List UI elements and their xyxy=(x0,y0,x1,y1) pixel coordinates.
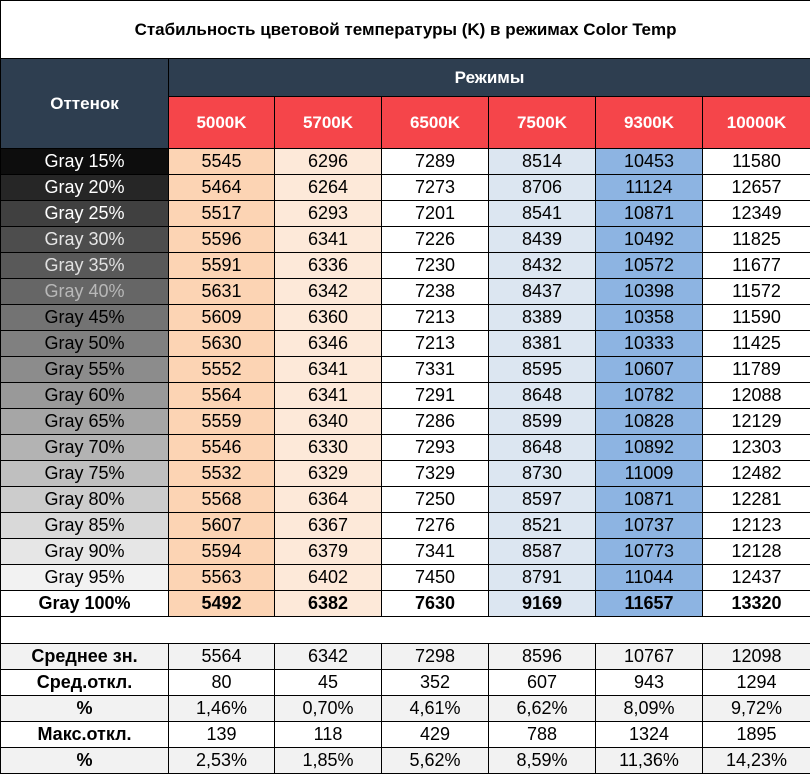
table-cell: 8791 xyxy=(489,565,596,591)
stats-cell: 429 xyxy=(382,722,489,748)
table-cell: 13320 xyxy=(703,591,810,617)
table-cell: 5517 xyxy=(169,201,275,227)
stats-label: Среднее зн. xyxy=(1,644,169,670)
table-cell: 5545 xyxy=(169,149,275,175)
table-row xyxy=(1,175,810,201)
table-cell: 6402 xyxy=(275,565,382,591)
table-cell: 6364 xyxy=(275,487,382,513)
table-cell: 6367 xyxy=(275,513,382,539)
table-cell: 7331 xyxy=(382,357,489,383)
stats-cell: 80 xyxy=(169,670,275,696)
stats-cell: 4,61% xyxy=(382,696,489,722)
stats-cell: 607 xyxy=(489,670,596,696)
row-label: Gray 45% xyxy=(1,305,169,331)
table-cell: 6293 xyxy=(275,201,382,227)
table-cell: 10737 xyxy=(596,513,703,539)
table-cell: 7450 xyxy=(382,565,489,591)
mode-header-1: 5700K xyxy=(275,97,382,149)
table-cell: 6360 xyxy=(275,305,382,331)
table-cell: 5546 xyxy=(169,435,275,461)
mode-header-3: 7500K xyxy=(489,97,596,149)
table-cell: 11580 xyxy=(703,149,810,175)
table-cell: 10492 xyxy=(596,227,703,253)
row-label: Gray 40% xyxy=(1,279,169,305)
table-cell: 12482 xyxy=(703,461,810,487)
table-row xyxy=(1,149,810,175)
mode-header-0: 5000K xyxy=(169,97,275,149)
stats-label: % xyxy=(1,696,169,722)
table-row xyxy=(1,357,810,383)
table-cell: 6336 xyxy=(275,253,382,279)
modes-header: Режимы xyxy=(169,59,810,97)
table-cell: 12437 xyxy=(703,565,810,591)
table-cell: 5591 xyxy=(169,253,275,279)
table-cell: 6264 xyxy=(275,175,382,201)
table-cell: 7286 xyxy=(382,409,489,435)
table-row xyxy=(1,227,810,253)
row-label: Gray 55% xyxy=(1,357,169,383)
table-cell: 5552 xyxy=(169,357,275,383)
table-cell: 5464 xyxy=(169,175,275,201)
table-cell: 7273 xyxy=(382,175,489,201)
table-cell: 6342 xyxy=(275,279,382,305)
table-cell: 8648 xyxy=(489,435,596,461)
table-cell: 5607 xyxy=(169,513,275,539)
table-row xyxy=(1,565,810,591)
table-cell: 6296 xyxy=(275,149,382,175)
stats-cell: 9,72% xyxy=(703,696,810,722)
table-cell: 5596 xyxy=(169,227,275,253)
table-cell: 10782 xyxy=(596,383,703,409)
table-cell: 11825 xyxy=(703,227,810,253)
table-cell: 5568 xyxy=(169,487,275,513)
stats-cell: 8,09% xyxy=(596,696,703,722)
table-row xyxy=(1,201,810,227)
table-cell: 6341 xyxy=(275,227,382,253)
table-cell: 8730 xyxy=(489,461,596,487)
table-title: Стабильность цветовой температуры (K) в режимах Color Temp xyxy=(1,1,810,59)
stats-cell: 6,62% xyxy=(489,696,596,722)
table-cell: 5532 xyxy=(169,461,275,487)
stats-cell: 352 xyxy=(382,670,489,696)
table-cell: 6329 xyxy=(275,461,382,487)
row-label: Gray 75% xyxy=(1,461,169,487)
stats-cell: 788 xyxy=(489,722,596,748)
row-label: Gray 60% xyxy=(1,383,169,409)
stats-cell: 1,85% xyxy=(275,748,382,774)
stats-cell: 2,53% xyxy=(169,748,275,774)
row-label: Gray 70% xyxy=(1,435,169,461)
table-cell: 6382 xyxy=(275,591,382,617)
table-cell: 8706 xyxy=(489,175,596,201)
table-row xyxy=(1,591,810,617)
table-cell: 7289 xyxy=(382,149,489,175)
table-cell: 6340 xyxy=(275,409,382,435)
table-cell: 8599 xyxy=(489,409,596,435)
table-row xyxy=(1,539,810,565)
table-cell: 7238 xyxy=(382,279,489,305)
shade-column-header: Оттенок xyxy=(1,59,169,149)
table-row xyxy=(1,461,810,487)
table-cell: 8648 xyxy=(489,383,596,409)
spacer-row xyxy=(1,617,810,644)
stats-cell: 45 xyxy=(275,670,382,696)
table-cell: 7630 xyxy=(382,591,489,617)
table-row xyxy=(1,513,810,539)
stats-cell: 1895 xyxy=(703,722,810,748)
table-cell: 8521 xyxy=(489,513,596,539)
table-cell: 11009 xyxy=(596,461,703,487)
table-cell: 7213 xyxy=(382,305,489,331)
table-row xyxy=(1,279,810,305)
table-cell: 12349 xyxy=(703,201,810,227)
table-row xyxy=(1,383,810,409)
table-cell: 7329 xyxy=(382,461,489,487)
row-label: Gray 15% xyxy=(1,149,169,175)
table-cell: 7291 xyxy=(382,383,489,409)
mode-header-5: 10000K xyxy=(703,97,810,149)
stats-cell: 139 xyxy=(169,722,275,748)
stats-row xyxy=(1,696,810,722)
table-cell: 12123 xyxy=(703,513,810,539)
table-cell: 8439 xyxy=(489,227,596,253)
table-cell: 5609 xyxy=(169,305,275,331)
table-cell: 11789 xyxy=(703,357,810,383)
table-cell: 12281 xyxy=(703,487,810,513)
table-cell: 12657 xyxy=(703,175,810,201)
stats-cell: 6342 xyxy=(275,644,382,670)
table-row xyxy=(1,305,810,331)
stats-cell: 8,59% xyxy=(489,748,596,774)
table-cell: 10892 xyxy=(596,435,703,461)
table-cell: 10398 xyxy=(596,279,703,305)
row-label: Gray 25% xyxy=(1,201,169,227)
table-cell: 5492 xyxy=(169,591,275,617)
row-label: Gray 100% xyxy=(1,591,169,617)
table-cell: 9169 xyxy=(489,591,596,617)
stats-row xyxy=(1,644,810,670)
table-cell: 10607 xyxy=(596,357,703,383)
table-row xyxy=(1,253,810,279)
table-cell: 6341 xyxy=(275,357,382,383)
table-cell: 8432 xyxy=(489,253,596,279)
row-label: Gray 20% xyxy=(1,175,169,201)
table-cell: 10572 xyxy=(596,253,703,279)
table-cell: 12088 xyxy=(703,383,810,409)
table-cell: 10358 xyxy=(596,305,703,331)
row-label: Gray 80% xyxy=(1,487,169,513)
table-cell: 10828 xyxy=(596,409,703,435)
stats-cell: 5564 xyxy=(169,644,275,670)
table-cell: 5594 xyxy=(169,539,275,565)
table-cell: 6346 xyxy=(275,331,382,357)
stats-cell: 943 xyxy=(596,670,703,696)
spacer-cell xyxy=(1,617,810,644)
table-cell: 5631 xyxy=(169,279,275,305)
stats-cell: 8596 xyxy=(489,644,596,670)
table-cell: 5559 xyxy=(169,409,275,435)
row-label: Gray 30% xyxy=(1,227,169,253)
table-cell: 7226 xyxy=(382,227,489,253)
stats-cell: 7298 xyxy=(382,644,489,670)
table-cell: 11657 xyxy=(596,591,703,617)
table-row xyxy=(1,435,810,461)
table-cell: 12129 xyxy=(703,409,810,435)
table-cell: 8381 xyxy=(489,331,596,357)
mode-header-4: 9300K xyxy=(596,97,703,149)
table-cell: 8587 xyxy=(489,539,596,565)
row-label: Gray 35% xyxy=(1,253,169,279)
mode-header-2: 6500K xyxy=(382,97,489,149)
table-cell: 6330 xyxy=(275,435,382,461)
stats-cell: 10767 xyxy=(596,644,703,670)
table-cell: 11044 xyxy=(596,565,703,591)
table-cell: 10333 xyxy=(596,331,703,357)
table-cell: 6341 xyxy=(275,383,382,409)
table-cell: 11677 xyxy=(703,253,810,279)
table-cell: 7276 xyxy=(382,513,489,539)
table-cell: 8595 xyxy=(489,357,596,383)
stats-cell: 14,23% xyxy=(703,748,810,774)
table-cell: 10773 xyxy=(596,539,703,565)
table-cell: 7230 xyxy=(382,253,489,279)
table-cell: 7201 xyxy=(382,201,489,227)
table-cell: 5564 xyxy=(169,383,275,409)
stats-row xyxy=(1,670,810,696)
table-cell: 8514 xyxy=(489,149,596,175)
stats-row xyxy=(1,748,810,774)
stats-cell: 1324 xyxy=(596,722,703,748)
stats-row xyxy=(1,722,810,748)
stats-label: % xyxy=(1,748,169,774)
table-cell: 10871 xyxy=(596,487,703,513)
table-cell: 7341 xyxy=(382,539,489,565)
table-cell: 10453 xyxy=(596,149,703,175)
table-cell: 6379 xyxy=(275,539,382,565)
row-label: Gray 65% xyxy=(1,409,169,435)
table-row xyxy=(1,487,810,513)
stats-cell: 1,46% xyxy=(169,696,275,722)
stats-cell: 5,62% xyxy=(382,748,489,774)
stats-cell: 12098 xyxy=(703,644,810,670)
row-label: Gray 90% xyxy=(1,539,169,565)
stats-cell: 0,70% xyxy=(275,696,382,722)
table-cell: 7213 xyxy=(382,331,489,357)
stats-label: Сред.откл. xyxy=(1,670,169,696)
table-cell: 11572 xyxy=(703,279,810,305)
table-row xyxy=(1,409,810,435)
stats-cell: 118 xyxy=(275,722,382,748)
table-cell: 7293 xyxy=(382,435,489,461)
table-cell: 8437 xyxy=(489,279,596,305)
table-cell: 8389 xyxy=(489,305,596,331)
table-cell: 12128 xyxy=(703,539,810,565)
row-label: Gray 85% xyxy=(1,513,169,539)
row-label: Gray 50% xyxy=(1,331,169,357)
table-cell: 11124 xyxy=(596,175,703,201)
table-cell: 5563 xyxy=(169,565,275,591)
table-row xyxy=(1,331,810,357)
table-cell: 11425 xyxy=(703,331,810,357)
table-cell: 8541 xyxy=(489,201,596,227)
stats-cell: 1294 xyxy=(703,670,810,696)
table-cell: 7250 xyxy=(382,487,489,513)
table-cell: 12303 xyxy=(703,435,810,461)
table-cell: 5630 xyxy=(169,331,275,357)
stats-label: Макс.откл. xyxy=(1,722,169,748)
table-cell: 11590 xyxy=(703,305,810,331)
table-cell: 8597 xyxy=(489,487,596,513)
stats-cell: 11,36% xyxy=(596,748,703,774)
table-cell: 10871 xyxy=(596,201,703,227)
row-label: Gray 95% xyxy=(1,565,169,591)
